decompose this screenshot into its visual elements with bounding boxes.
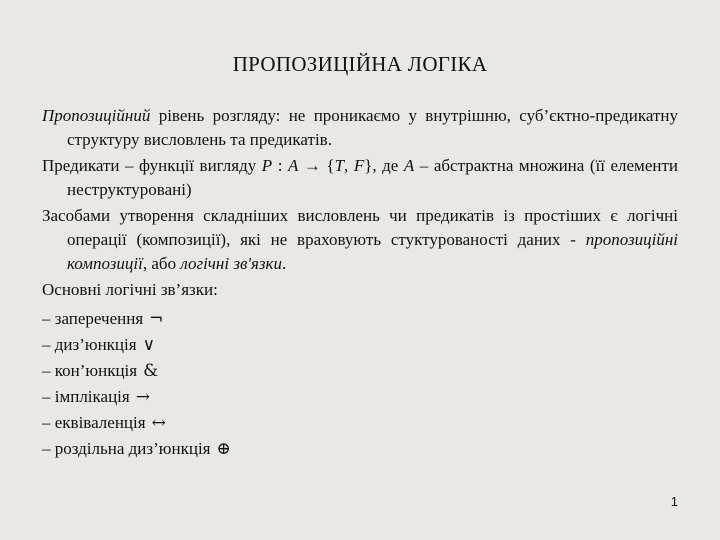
connective-label: – еквіваленція xyxy=(42,413,146,432)
paragraph-text: рівень розгляду: не проникаємо у внутрішню, суб’єктно-предикатну структуру висловлень та предикатів. xyxy=(67,106,678,149)
connective-label: – роздільна диз’юнкція xyxy=(42,439,211,458)
conjunction-symbol-icon: & xyxy=(143,361,159,381)
paragraph-text: Предикати – функції вигляду xyxy=(42,156,262,175)
slide-title: ПРОПОЗИЦІЙНА ЛОГІКА xyxy=(232,52,488,76)
term-propositional: Пропозиційний xyxy=(42,106,151,125)
close-text: }, де xyxy=(364,156,404,175)
term-logical-connectives: логічні зв'язки xyxy=(180,254,282,273)
paragraph-operations xyxy=(42,204,678,276)
var-f: F xyxy=(353,156,365,175)
list-item xyxy=(42,410,678,436)
equivalence-arrow-icon: ↔ xyxy=(151,413,166,433)
list-item xyxy=(42,436,678,462)
paragraph-text: . xyxy=(281,254,287,273)
connective-label: – імплікація xyxy=(42,387,130,406)
list-item xyxy=(42,306,678,332)
var-a: A xyxy=(403,156,415,175)
arrow-text: → { xyxy=(298,156,335,175)
disjunction-symbol-icon: ∨ xyxy=(142,335,156,355)
negation-symbol-icon: ¬ xyxy=(149,309,164,329)
paragraph-predicates xyxy=(42,154,678,202)
paragraph-propositional-level xyxy=(42,104,678,152)
implication-arrow-icon: → xyxy=(135,387,150,407)
connective-label: – диз’юнкція xyxy=(42,335,137,354)
connective-label: – кон’юнкція xyxy=(42,361,138,380)
paragraph-text: , або xyxy=(142,254,181,273)
colon-text: : xyxy=(272,156,288,175)
term-propositional-compositions: пропозиційні композиції xyxy=(67,230,678,273)
connectives-list xyxy=(42,306,678,462)
list-item xyxy=(42,384,678,410)
var-a: A xyxy=(287,156,299,175)
connective-label: – заперечення xyxy=(42,309,144,328)
slide-content xyxy=(42,104,678,462)
list-item xyxy=(42,332,678,358)
comma-text: , xyxy=(344,156,354,175)
xor-circle-plus-icon: ⊕ xyxy=(216,439,231,459)
paragraph-text: – абстрактна множина (її елементи неструктуровані) xyxy=(67,156,678,199)
list-item xyxy=(42,358,678,384)
paragraph-main-connectives: Основні логічні зв’язки: xyxy=(42,280,218,299)
paragraph-text: Засобами утворення складніших висловлень чи предикатів із простіших є логічні операції (композиції), які не враховують стуктурованості даних - xyxy=(42,206,678,249)
var-p: P xyxy=(261,156,273,175)
var-t: T xyxy=(334,156,345,175)
page-number: 1 xyxy=(670,494,678,509)
